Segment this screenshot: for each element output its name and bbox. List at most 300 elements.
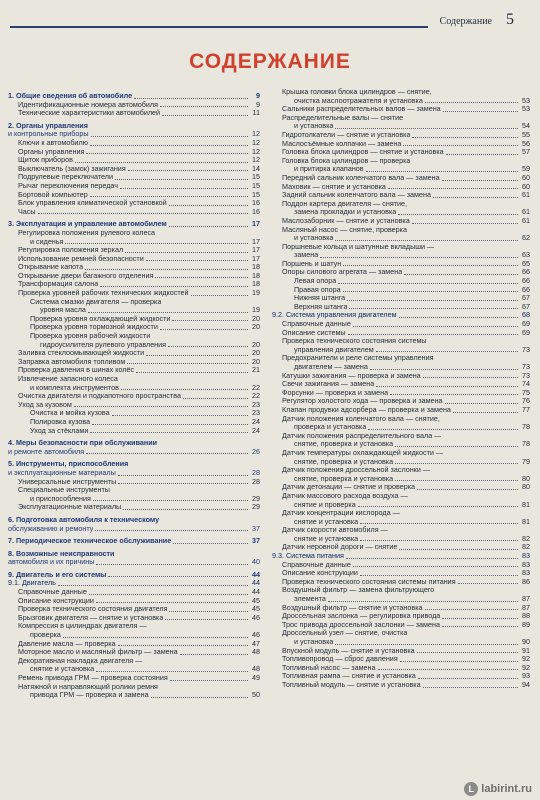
toc-entry-page: 67 [522,301,530,311]
toc-entry-title: Датчик неровной дороги — снятие [282,543,398,552]
toc-entry-title: Предохранители и реле системы управления [282,354,434,363]
toc-entry [272,277,530,286]
toc-entry-title: Датчик массового расхода воздуха — [282,491,408,500]
toc-leader-dots [118,645,248,646]
toc-entry [8,366,260,375]
toc-entry [8,332,260,341]
toc-entry-title: Ключи к автомобилю [18,138,89,147]
toc-entry-title: Проверка уровня тормозной жидкости [30,323,158,332]
toc-leader-dots [170,680,248,681]
toc-entry [272,329,530,338]
toc-entry-page: 92 [522,654,530,664]
toc-entry [272,294,530,303]
toc-entry [8,631,260,640]
toc-entry [272,217,530,226]
toc-entry-title: Проверка уровней рабочих технических жидкостей [18,289,189,298]
toc-entry-title: Задний сальник коленчатого вала — замена [282,191,431,200]
toc-entry [8,246,260,255]
toc-entry-page: 44 [252,587,260,597]
toc-entry-page: 16 [252,198,260,208]
toc-entry-page: 11 [252,108,260,118]
toc-entry [8,648,260,657]
toc-leader-dots [85,269,248,270]
toc-entry-page: 60 [522,172,530,182]
toc-entry-page: 74 [522,379,530,389]
toc-entry-title: Форсунки — проверка и замена [282,388,389,397]
toc-entry [272,286,530,295]
toc-entry-page: 73 [522,344,530,354]
toc-entry [8,220,260,229]
toc-entry [8,525,260,534]
toc-entry [8,448,260,457]
toc-entry-page: 80 [522,473,530,483]
toc-entry [272,569,530,578]
toc-entry-title: Топливный модуль — снятие и установка [282,680,421,689]
toc-entry-page: 14 [252,163,260,173]
toc-leader-dots [74,406,248,407]
toc-entry-title: Воздушный фильтр — замена фильтрующего [282,586,435,595]
toc-entry [272,655,530,664]
toc-leader-dots [366,171,518,172]
toc-entry-title: Дроссельный узел — снятие, очистка [282,629,408,638]
toc-entry [8,691,260,700]
toc-entry [272,140,530,149]
toc-entry-page: 28 [252,467,260,477]
toc-left-column [8,88,260,700]
toc-entry [272,415,530,424]
toc-entry-title: 1. Общие сведения об автомобиле [8,92,133,100]
toc-entry-title: Справочные данные [282,320,351,329]
toc-leader-dots [458,583,518,584]
toc-entry-title: снятие и установка [294,534,359,543]
toc-entry-title: Передний сальник коленчатого вала — замена [282,173,440,182]
toc-entry-page: 94 [522,679,530,689]
toc-entry [8,427,260,436]
toc-entry [272,200,530,209]
toc-entry-title: Открывание двери багажного отделения [18,271,154,280]
toc-leader-dots [121,389,248,390]
toc-entry [8,148,260,157]
toc-entry-title: Проверка технического состояния двигателя [18,605,168,614]
toc-leader-dots [151,697,248,698]
toc-leader-dots [376,386,518,387]
toc-entry-page: 88 [522,611,530,621]
toc-entry-title: очистка маслоотражателя и установка [294,96,423,105]
toc-entry-title: Уход за стёклами [30,426,89,435]
toc-entry-title: Бортовой компьютер [18,190,88,199]
toc-leader-dots [93,500,248,501]
toc-entry-page: 66 [522,267,530,277]
toc-entry [272,483,530,492]
toc-entry-title: Поршневые кольца и шатунные вкладыши — [282,242,435,251]
toc-leader-dots [442,180,518,181]
toc-entry-page: 76 [522,396,530,406]
toc-entry [272,629,530,638]
toc-entry [272,492,530,501]
toc-entry-title: Блок управления климатической установкой [18,199,167,208]
toc-entry [8,571,260,580]
toc-entry-page: 83 [522,568,530,578]
toc-entry-page: 9 [256,99,260,109]
toc-leader-dots [400,661,518,662]
toc-entry [8,182,260,191]
toc-leader-dots [90,432,248,433]
toc-entry-title: Датчик концентрации кислорода — [282,509,400,518]
toc-leader-dots [118,483,248,484]
toc-entry [8,130,260,139]
toc-entry [272,561,530,570]
toc-entry [272,157,530,166]
toc-entry-page: 68 [522,310,530,320]
toc-leader-dots [395,480,518,481]
toc-entry-title: Очистка двигателя и подкапотного пространства [18,392,181,401]
toc-entry-page: 17 [252,236,260,246]
toc-entry [272,208,530,217]
toc-leader-dots [146,260,248,261]
toc-entry-title: 8. Возможные неисправности [8,549,115,558]
toc-entry [8,588,260,597]
toc-entry-page: 17 [252,245,260,255]
toc-entry [8,255,260,264]
toc-entry-title: Эксплуатационные материалы [18,503,122,512]
toc-leader-dots [358,506,518,507]
toc-leader-dots [120,188,248,189]
toc-leader-dots [92,424,248,425]
toc-entry-page: 18 [252,270,260,280]
toc-leader-dots [398,214,518,215]
toc-entry-title: Справочные данные [282,560,351,569]
toc-entry-page: 87 [522,602,530,612]
toc-entry [272,518,530,527]
toc-entry-title: Опоры силового агрегата — замена [282,268,403,277]
toc-entry [8,605,260,614]
toc-entry-title: Извлечение запасного колеса [18,375,118,383]
toc-entry-page: 92 [522,662,530,672]
toc-entry-title: Щиток приборов [18,156,73,165]
toc-entry-page: 48 [252,647,260,657]
toc-entry [8,101,260,110]
toc-entry-page: 23 [252,399,260,409]
toc-entry-page: 40 [252,557,260,567]
toc-entry-title: снятие и установка [30,665,95,674]
header-rule [10,26,428,28]
toc-entry [272,114,530,123]
toc-entry [272,664,530,673]
toc-entry [8,208,260,217]
toc-entry [272,552,530,561]
toc-leader-dots [155,277,248,278]
toc-entry-page: 82 [522,533,530,543]
toc-entry-page: 29 [252,493,260,503]
toc-entry-title: Специальные инструменты [18,486,110,495]
toc-leader-dots [390,394,518,395]
toc-leader-dots [433,197,518,198]
toc-entry-title: Масляный насос — снятие, проверка [282,225,407,234]
toc-entry-page: 37 [252,536,260,546]
toc-entry-title: и сиденья [30,237,64,246]
toc-entry [8,657,260,666]
toc-entry-page: 61 [522,207,530,217]
toc-leader-dots [343,291,518,292]
toc-entry [8,640,260,649]
toc-entry [272,681,530,690]
toc-entry-page: 26 [252,446,260,456]
toc-entry [8,392,260,401]
toc-entry-title: Датчик положения распределительного вала — [282,431,442,440]
toc-entry [272,165,530,174]
toc-entry-title: Открывание капота [18,263,84,272]
toc-leader-dots [75,162,248,163]
toc-entry-page: 73 [522,362,530,371]
toc-entry-title: и притирка клапанов [294,165,364,174]
toc-entry [272,97,530,106]
toc-leader-dots [96,671,248,672]
toc-entry-title: Катушки зажигания — проверка и замена [282,371,421,380]
toc-leader-dots [404,274,518,275]
toc-entry-title: Впускной модуль — снятие и установка [282,646,415,655]
toc-entry [272,526,530,535]
toc-leader-dots [328,601,518,602]
toc-leader-dots [353,566,518,567]
toc-leader-dots [88,312,248,313]
toc-entry-title: Топливный насос — замена [282,663,376,672]
toc-entry-page: 44 [252,578,260,588]
toc-entry-title: привода ГРМ — проверка и замена [30,691,149,700]
toc-entry [8,665,260,674]
toc-entry-page: 20 [252,356,260,366]
toc-entry-title: и эксплуатационные материалы [8,468,116,477]
toc-entry [8,597,260,606]
toc-entry-title: уровня масла [40,306,86,315]
toc-entry [8,469,260,478]
toc-entry-page: 61 [522,215,530,225]
toc-entry-title: Регулятор холостого хода — проверка и замена [282,397,443,406]
toc-entry [272,440,530,449]
toc-entry-page: 90 [522,637,530,646]
toc-leader-dots [453,412,518,413]
toc-entry [272,303,530,312]
toc-entry-title: Заправка автомобиля топливом [18,357,126,366]
toc-entry [8,516,260,525]
toc-entry [8,263,260,272]
toc-entry [272,311,530,320]
toc-entry [272,251,530,260]
toc-entry-page: 65 [522,258,530,268]
toc-leader-dots [423,377,518,378]
toc-leader-dots [96,564,248,565]
toc-entry-title: Датчик детонации — снятие и проверка [282,483,416,492]
toc-leader-dots [338,283,518,284]
toc-entry-page: 49 [252,673,260,682]
toc-entry-title: Справочные данные [18,588,87,597]
toc-leader-dots [128,170,248,171]
toc-leader-dots [417,489,518,490]
toc-entry [272,612,530,621]
toc-entry-title: Головка блока цилиндров — проверка [282,156,411,165]
toc-entry-page: 78 [522,422,530,432]
toc-entry-title: Топливная рампа — снятие и установка [282,672,416,681]
toc-entry [8,341,260,350]
toc-entry [272,363,530,372]
toc-entry-page: 12 [252,137,260,147]
toc-leader-dots [348,334,518,335]
toc-entry-page: 12 [252,146,260,156]
toc-leader-dots [100,286,248,287]
toc-entry [272,672,530,681]
toc-entry-title: Датчик температуры охлаждающей жидкости — [282,448,444,457]
toc-entry-page: 50 [252,690,260,700]
toc-entry [272,647,530,656]
toc-entry [8,622,260,631]
toc-entry [8,358,260,367]
toc-entry-page: 17 [252,253,260,263]
toc-leader-dots [360,540,518,541]
toc-entry-title: Рычаг переключения передач [18,181,118,190]
toc-entry [272,372,530,381]
toc-entry-page: 16 [252,206,260,216]
toc-leader-dots [349,308,518,309]
toc-leader-dots [425,102,518,103]
toc-entry-title: Трансформация салона [18,280,99,289]
toc-entry-page: 75 [522,387,530,397]
toc-entry-title: элемента [294,595,326,604]
toc-entry-title: Подрулевые переключатели [18,173,114,182]
toc-entry-page: 18 [252,279,260,289]
toc-entry [272,432,530,441]
toc-entry-page: 62 [522,233,530,243]
page-title: СОДЕРЖАНИЕ [189,50,351,73]
toc-entry-title: гидроусилителя рулевого управления [40,340,167,349]
toc-entry-title: Воздушный фильтр — снятие и установка [282,603,423,612]
toc-entry-title: Очистка и мойка кузова [30,409,110,418]
toc-entry [272,586,530,595]
toc-leader-dots [320,257,518,258]
toc-entry [8,173,260,182]
toc-entry [8,280,260,289]
toc-entry [272,578,530,587]
toc-leader-dots [86,453,248,454]
toc-leader-dots [169,226,248,227]
toc-entry-page: 24 [252,425,260,435]
toc-leader-dots [343,265,518,266]
toc-entry-title: и установка [294,638,334,646]
toc-entry [8,323,260,332]
toc-leader-dots [58,585,248,586]
toc-entry-page: 56 [522,138,530,148]
toc-leader-dots [335,644,518,645]
toc-leader-dots [378,669,518,670]
toc-entry-title: 2. Органы управления [8,121,88,130]
toc-entry-title: Регулировка положения рулевого колеса [18,228,156,237]
toc-entry-page: 37 [252,523,260,533]
toc-entry-page: 69 [522,327,530,337]
toc-entry-title: Моторное масло и масляный фильтр — замена [18,648,178,657]
toc-leader-dots [112,415,248,416]
toc-leader-dots [395,463,518,464]
toc-entry-title: Заливка стеклоомывающей жидкости [18,349,145,358]
toc-entry-title: Головка блока цилиндров — снятие и установка [282,148,444,157]
toc-entry-title: Описание конструкции [282,569,358,578]
toc-entry [272,174,530,183]
toc-leader-dots [90,196,248,197]
toc-entry [8,460,260,469]
toc-entry-title: Универсальные инструменты [18,477,117,486]
toc-entry-page: 29 [252,502,260,512]
toc-leader-dots [38,213,248,214]
toc-entry [8,349,260,358]
toc-entry [272,131,530,140]
toc-leader-dots [108,576,248,577]
toc-leader-dots [360,575,518,576]
toc-entry-title: 3. Эксплуатация и управление автомобилем [8,220,167,229]
toc-leader-dots [403,145,518,146]
toc-entry [8,272,260,281]
toc-entry-title: Проверка технического состояния системы питания [282,577,456,586]
toc-entry-page: 12 [252,129,260,139]
toc-entry-title: Декоративная накладка двигателя — [18,656,143,665]
toc-leader-dots [353,326,518,327]
toc-entry-title: Часы [18,207,36,216]
toc-entry [8,165,260,174]
toc-entry-page: 80 [522,482,530,492]
toc-entry [272,406,530,415]
toc-entry [8,409,260,418]
toc-leader-dots [442,618,518,619]
toc-entry-title: обслуживанию и ремонту [8,524,94,533]
toc-entry [8,238,260,247]
toc-entry-title: проверка [30,631,61,640]
toc-entry [8,289,260,298]
toc-leader-dots [399,549,518,550]
toc-entry-title: Проверка давления в шинах колёс [18,366,135,375]
toc-leader-dots [183,398,248,399]
toc-entry-page: 46 [252,630,260,640]
toc-entry [272,543,530,552]
toc-entry [272,535,530,544]
toc-entry-title: Топливопровод — сброс давления [282,655,398,664]
toc-entry-title: Датчик положения дроссельной заслонки — [282,466,431,475]
toc-entry [272,346,530,355]
toc-entry [272,183,530,192]
toc-entry [272,397,530,406]
toc-leader-dots [376,351,518,352]
toc-entry-page: 61 [522,190,530,200]
toc-leader-dots [90,145,248,146]
toc-entry-page: 44 [252,569,260,579]
toc-leader-dots [169,611,248,612]
toc-leader-dots [412,223,518,224]
toc-leader-dots [168,346,248,347]
toc-leader-dots [160,106,248,107]
toc-entry-page: 45 [252,595,260,605]
toc-leader-dots [418,678,518,679]
toc-leader-dots [95,530,248,531]
toc-entry-page: 20 [252,348,260,358]
toc-entry-title: Распределительные валы — снятие [282,113,404,122]
toc-entry [8,486,260,495]
toc-entry [272,122,530,131]
toc-leader-dots [173,543,248,544]
toc-entry [272,595,530,604]
toc-entry-page: 28 [252,476,260,486]
toc-entry-page: 81 [522,499,530,509]
toc-entry-page: 73 [522,370,530,380]
toc-entry-page: 18 [252,262,260,272]
toc-leader-dots [347,300,518,301]
toc-entry [272,449,530,458]
toc-entry-page: 22 [252,391,260,401]
toc-entry-title: 4. Меры безопасности при обслуживании [8,439,158,448]
